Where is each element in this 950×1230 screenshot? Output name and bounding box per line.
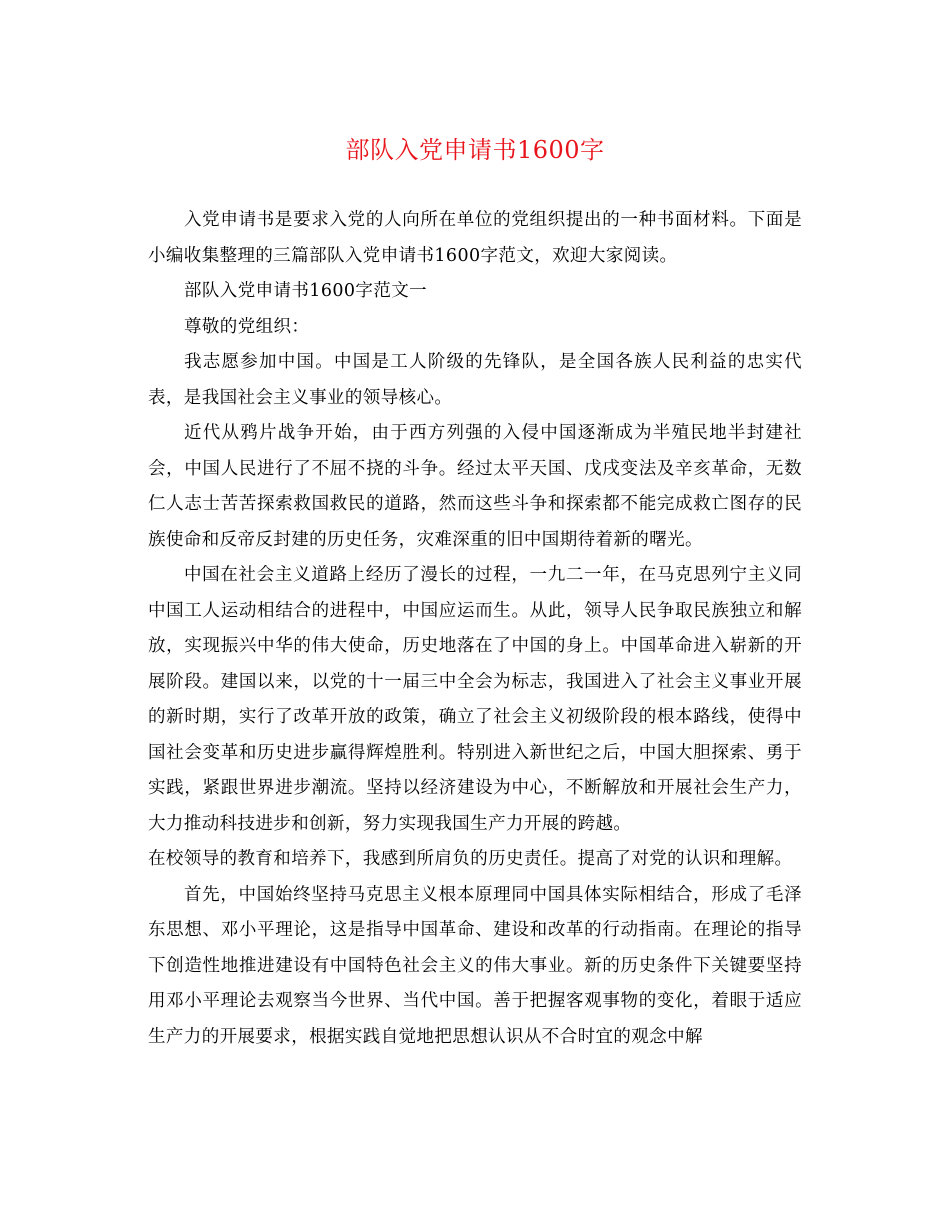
document-title: 部队入党申请书1600字 bbox=[345, 136, 605, 164]
document-body bbox=[148, 203, 802, 1055]
body-paragraph: 近代从鸦片战争开始，由于西方列强的入侵中国逐渐成为半殖民地半封建社会，中国人民进行了不屈不挠的斗争。经过太平天国、戊戌变法及辛亥革命，无数仁人志士苦苦探索救国救民的道路，然而这些斗争和探索都不能完成救亡图存的民族使命和反帝反封建的历史任务，灾难深重的旧中国期待着新的曙光。 bbox=[148, 423, 802, 550]
body-paragraph: 中国在社会主义道路上经历了漫长的过程，一九二一年，在马克思列宁主义同中国工人运动相结合的进程中，中国应运而生。从此，领导人民争取民族独立和解放，实现振兴中华的伟大使命，历史地落在了中国的身上。中国革命进入崭新的开展阶段。建国以来，以党的十一届三中全会为标志，我国进入了社会主义事业开展的新时期，实行了改革开放的政策，确立了社会主义初级阶段的根本路线，使得中国社会变革和历史进步赢得辉煌胜利。特别进入新世纪之后，中国大胆探索、勇于实践，紧跟世界进步潮流。坚持以经济建设为中心，不断解放和开展社会生产力，大力推动科技进步和创新，努力实现我国生产力开展的跨越。 bbox=[148, 565, 802, 834]
section-heading: 部队入党申请书1600字范文一 bbox=[184, 281, 428, 301]
intro-paragraph: 入党申请书是要求入党的人向所在单位的党组织提出的一种书面材料。下面是小编收集整理的三篇部队入党申请书1600字范文，欢迎大家阅读。 bbox=[148, 210, 802, 266]
body-paragraph: 在校领导的教育和培养下，我感到所肩负的历史责任。提高了对党的认识和理解。 bbox=[148, 849, 793, 869]
salutation: 尊敬的党组织： bbox=[184, 316, 310, 337]
body-paragraph: 我志愿参加中国。中国是工人阶级的先锋队，是全国各族人民利益的忠实代表，是我国社会主义事业的领导核心。 bbox=[148, 352, 802, 408]
body-paragraph: 首先，中国始终坚持马克思主义根本原理同中国具体实际相结合，形成了毛泽东思想、邓小平理论，这是指导中国革命、建设和改革的行动指南。在理论的指导下创造性地推进建设有中国特色社会主义的伟大事业。新的历史条件下关键要坚持用邓小平理论去观察当今世界、当代中国。善于把握客观事物的变化，着眼于适应生产力的开展要求，根据实践自觉地把思想认识从不合时宜的观念中解 bbox=[148, 884, 802, 1047]
